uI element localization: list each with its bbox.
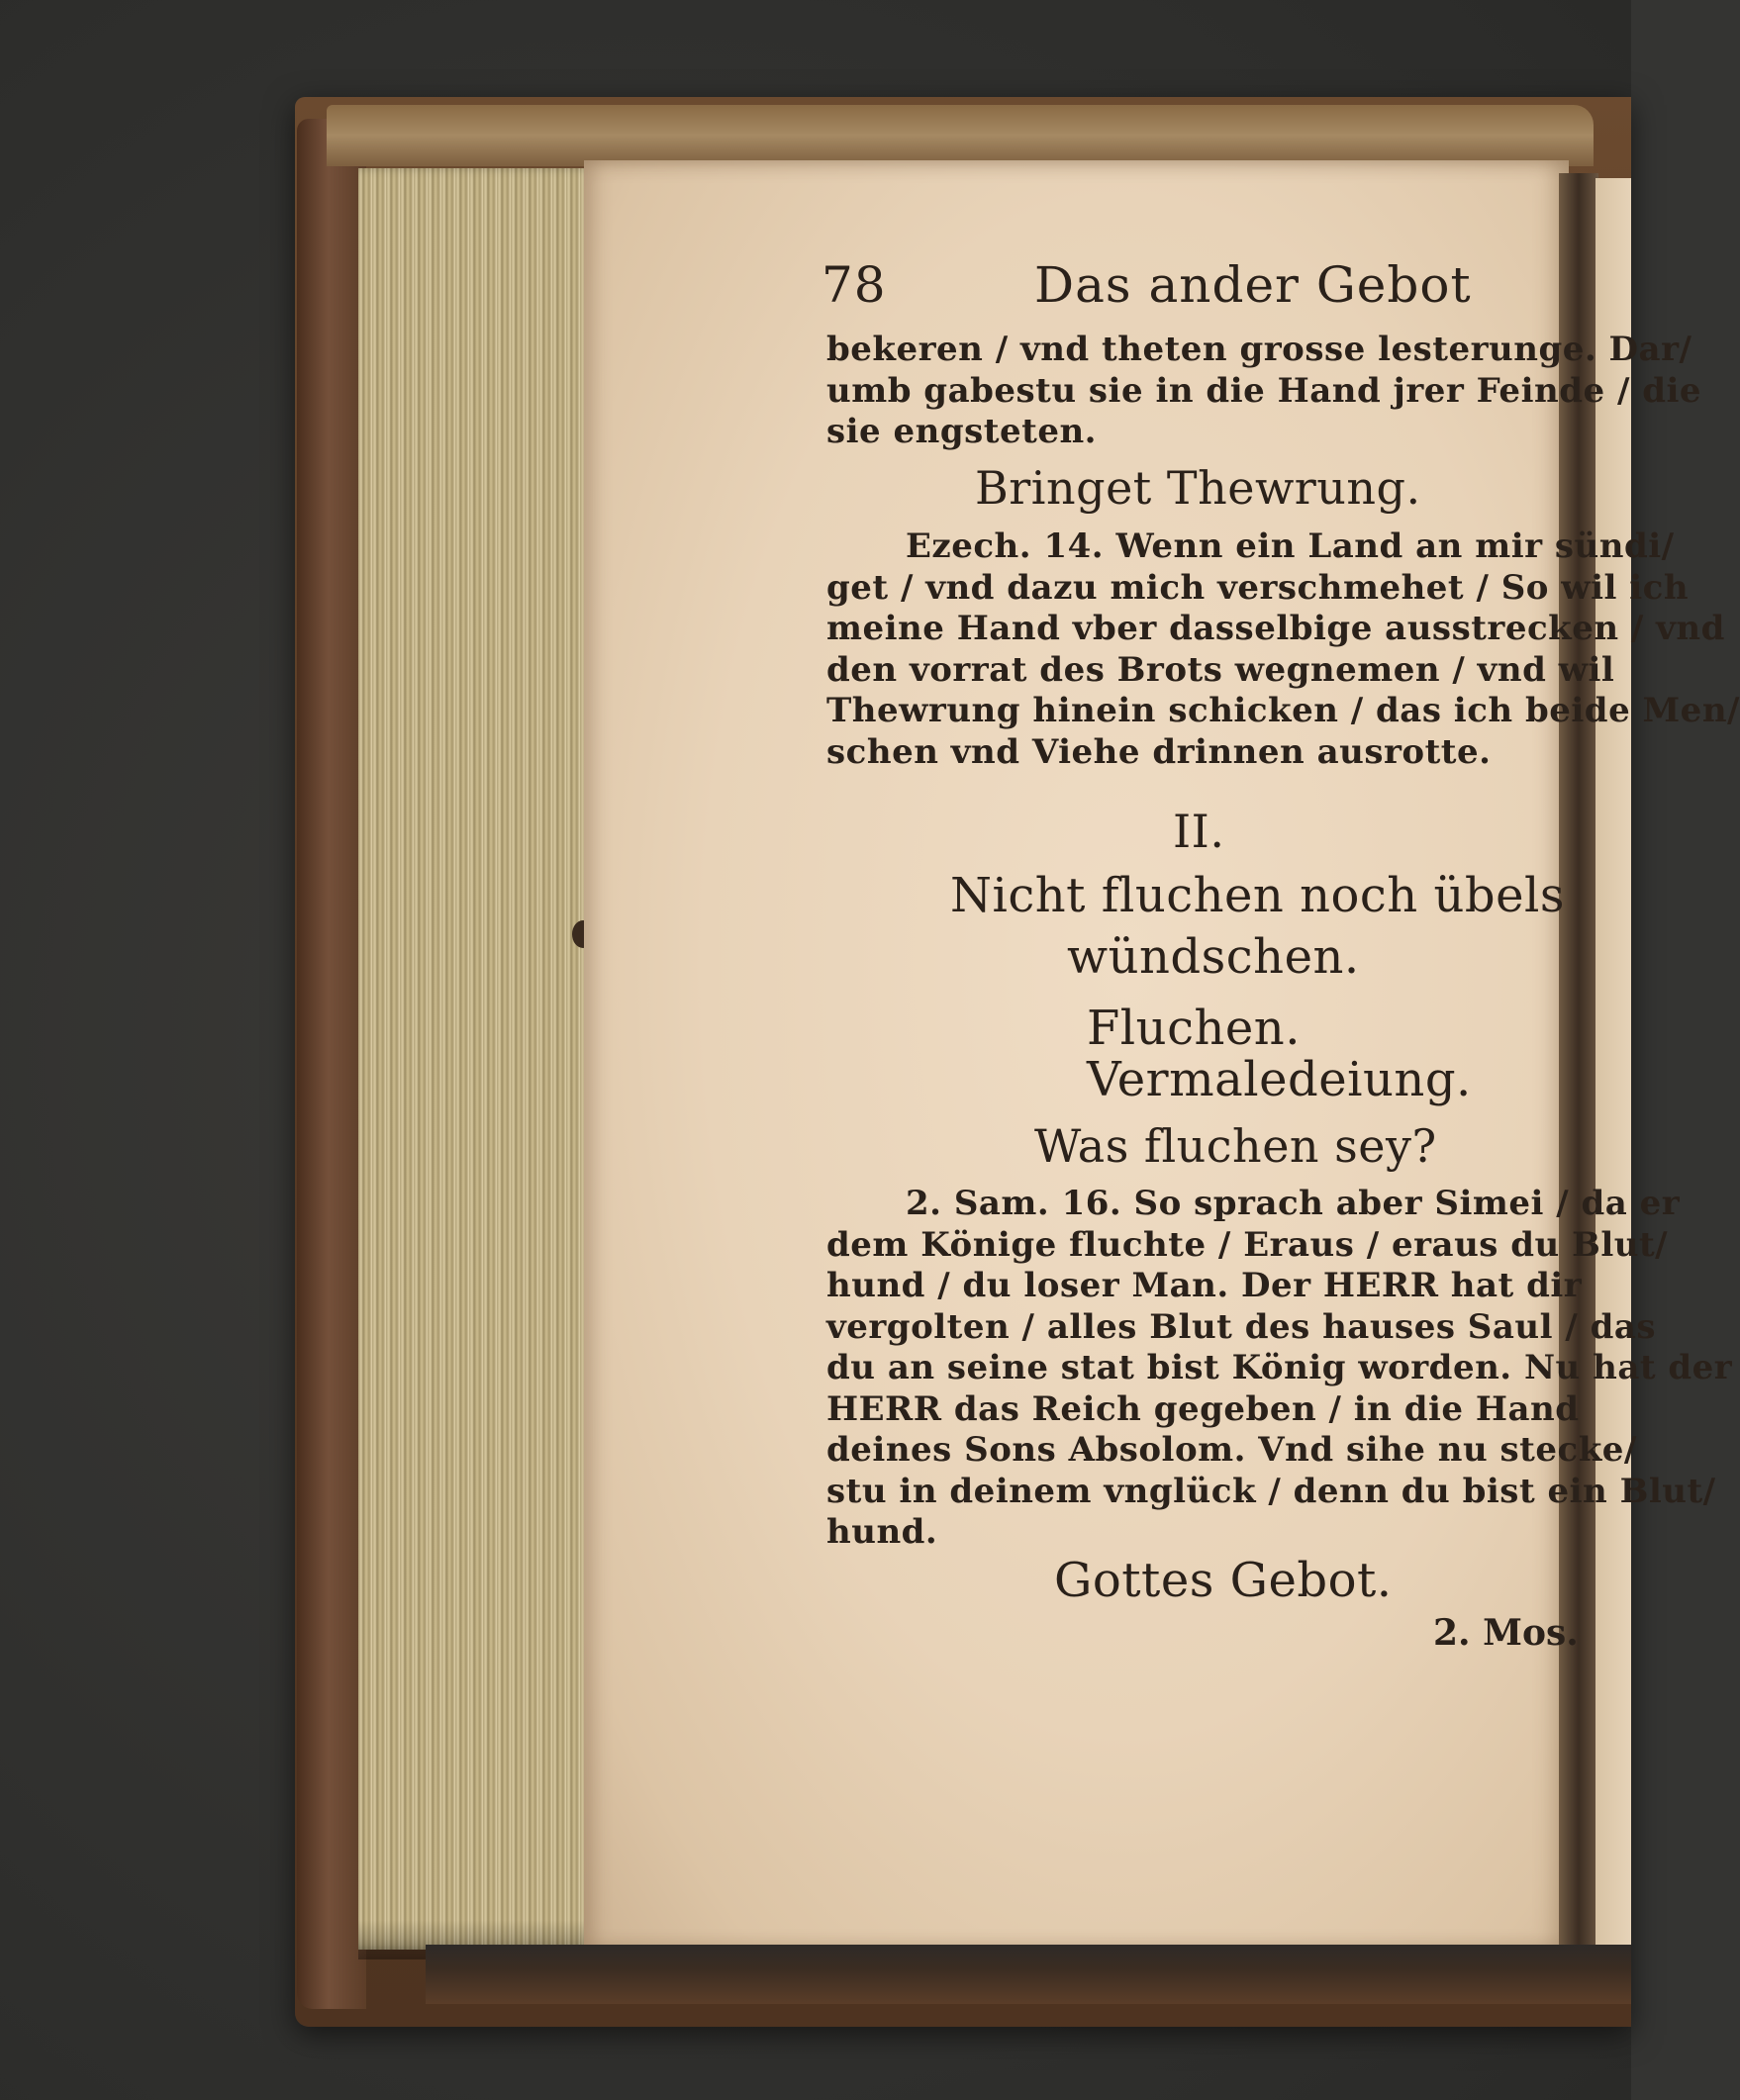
heading-bringet-thewrung: Bringet Thewrung.	[975, 461, 1421, 515]
paragraph-2	[826, 526, 1740, 773]
page-number: 78	[822, 256, 887, 314]
text-line: meine Hand vber dasselbige ausstrecken / vnd	[826, 609, 1725, 648]
text-line: Thewrung hinein schicken / das ich beide Men/	[826, 691, 1740, 730]
text-line: 2. Sam. 16. So sprach aber Simei / da er	[906, 1184, 1681, 1223]
section-title-line-1: Nicht fluchen noch übels	[950, 868, 1565, 923]
text-line: Ezech. 14. Wenn ein Land an mir sündi/	[906, 526, 1675, 566]
text-line: HERR das Reich gegeben / in die Hand	[826, 1388, 1580, 1429]
text-line: get / vnd dazu mich verschmehet / So wil ich	[826, 567, 1690, 608]
text-line: vergolten / alles Blut des hauses Saul / das	[826, 1306, 1657, 1347]
text-line: dem Könige fluchte / Eraus / eraus du Blut/	[826, 1224, 1669, 1265]
paragraph-3	[826, 1184, 1733, 1554]
heading-gottes-gebot: Gottes Gebot.	[1054, 1553, 1393, 1608]
text-line: hund.	[826, 1512, 938, 1552]
paragraph-1	[826, 330, 1702, 453]
subhead-vermaledeiung: Vermaledeiung.	[1087, 1052, 1472, 1107]
section-title-line-2: wündschen.	[1067, 929, 1360, 985]
running-head: Das ander Gebot	[1034, 256, 1472, 314]
text-line: den vorrat des Brots wegnemen / vnd wil	[826, 649, 1615, 690]
text-line: du an seine stat bist König worden. Nu hat der	[826, 1348, 1733, 1387]
text-line: deines Sons Absolom. Vnd sihe nu stecke/	[826, 1430, 1637, 1470]
text-line: hund / du loser Man. Der HERR hat dir	[826, 1266, 1583, 1305]
subhead-fluchen: Fluchen.	[1087, 1001, 1301, 1056]
text-line: schen vnd Viehe drinnen ausrotte.	[826, 731, 1492, 772]
text-line: sie engsteten.	[826, 412, 1098, 451]
catchword: 2. Mos.	[1433, 1612, 1579, 1654]
text-line: bekeren / vnd theten grosse lesterunge. Dar/	[826, 330, 1692, 369]
question-heading: Was fluchen sey?	[1034, 1119, 1437, 1173]
text-line: stu in deinem vnglück / denn du bist ein Blut/	[826, 1471, 1716, 1511]
text-line: umb gabestu sie in die Hand jrer Feinde / die	[826, 370, 1702, 411]
section-number: II.	[1173, 805, 1225, 858]
page-header	[822, 255, 1534, 325]
